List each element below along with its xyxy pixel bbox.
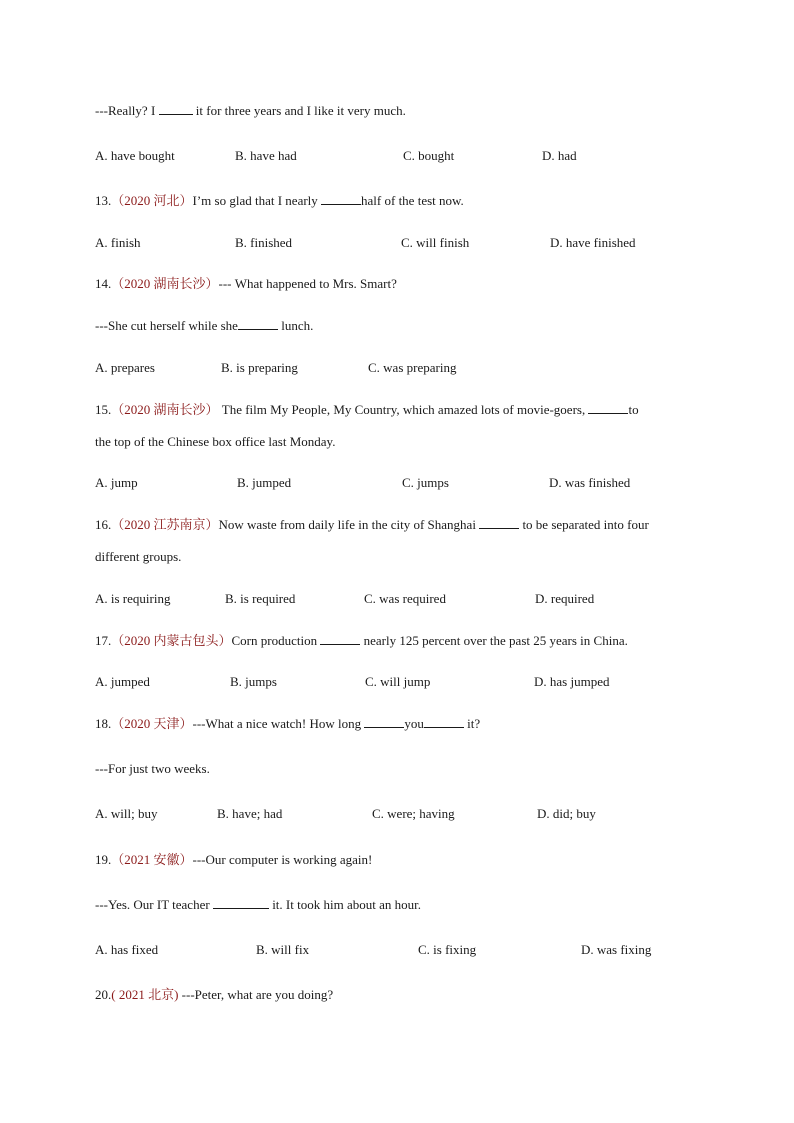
q15-option-c: C. jumps (402, 475, 449, 490)
q16-line2: different groups. (95, 549, 182, 564)
q19-option-d: D. was fixing (581, 942, 652, 957)
q19-option-a: A. has fixed (95, 942, 159, 957)
q19-text: ---Our computer is working again! (192, 852, 373, 867)
q12-dialogue-line (95, 103, 406, 119)
q16-option-b: B. is required (225, 591, 296, 606)
q14-number: 14. (95, 276, 112, 291)
q19-question (95, 852, 372, 868)
q19-source: （2021 安徽） (111, 852, 193, 867)
q19-blank (213, 897, 269, 909)
q16-option-d: D. required (535, 591, 595, 606)
q18-option-d: D. did; buy (537, 806, 596, 821)
q18-text-middle: you (404, 716, 424, 731)
q12-option-c: C. bought (403, 148, 455, 163)
q15-text-after: to (628, 402, 639, 417)
q19-number: 19. (95, 852, 112, 867)
q13-source: （2020 河北） (111, 193, 193, 208)
q17-option-b: B. jumps (230, 674, 277, 689)
q18-text-before: ---What a nice watch! How long (192, 716, 365, 731)
q16-number: 16. (95, 517, 112, 532)
q13-blank (321, 193, 361, 205)
q19-option-c: C. is fixing (418, 942, 477, 957)
q12-option-d: D. had (542, 148, 577, 163)
q18-option-b: B. have; had (217, 806, 283, 821)
q13-option-a: A. finish (95, 235, 141, 250)
q16-option-a: A. is requiring (95, 591, 171, 606)
q20-text: ---Peter, what are you doing? (178, 987, 334, 1002)
q14-blank (238, 318, 278, 330)
q17-blank (320, 633, 360, 645)
q15-text-before: The film My People, My Country, which amazed lots of movie-goers, (218, 402, 589, 417)
q17-question (95, 633, 628, 649)
q16-source: （2020 江苏南京） (111, 517, 219, 532)
q18-number: 18. (95, 716, 112, 731)
q14-source: （2020 湖南长沙） (111, 276, 219, 291)
q13-option-c: C. will finish (401, 235, 470, 250)
q15-question (95, 402, 639, 418)
q12-text-after: it for three years and I like it very much. (192, 103, 406, 118)
q15-blank (588, 402, 628, 414)
q20-question (95, 987, 333, 1003)
q15-option-d: D. was finished (549, 475, 631, 490)
q17-option-a: A. jumped (95, 674, 150, 689)
q18-line2: ---For just two weeks. (95, 761, 210, 776)
q20-source: ( 2021 北京) (111, 987, 179, 1002)
q18-blank-2 (424, 716, 464, 728)
q17-source: （2020 内蒙古包头） (111, 633, 232, 648)
q18-question (95, 716, 480, 732)
q14-text: --- What happened to Mrs. Smart? (218, 276, 397, 291)
q14-option-b: B. is preparing (221, 360, 298, 375)
q17-number: 17. (95, 633, 112, 648)
q14-text-before: ---She cut herself while she (95, 318, 238, 333)
q13-text-after: half of the test now. (361, 193, 464, 208)
q18-text-after: it? (463, 716, 481, 731)
q16-question (95, 517, 649, 533)
q17-option-c: C. will jump (365, 674, 431, 689)
q16-text-after: to be separated into four (519, 517, 649, 532)
q18-option-a: A. will; buy (95, 806, 158, 821)
q17-text-after: nearly 125 percent over the past 25 years in China. (360, 633, 628, 648)
q14-dialogue-line (95, 318, 313, 334)
q13-text-before: I’m so glad that I nearly (192, 193, 322, 208)
q14-text-after: lunch. (277, 318, 314, 333)
q15-option-b: B. jumped (237, 475, 292, 490)
q13-number: 13. (95, 193, 112, 208)
q19-option-b: B. will fix (256, 942, 310, 957)
q16-option-c: C. was required (364, 591, 446, 606)
q14-option-a: A. prepares (95, 360, 155, 375)
q18-source: （2020 天津） (111, 716, 193, 731)
q15-option-a: A. jump (95, 475, 138, 490)
q17-option-d: D. has jumped (534, 674, 610, 689)
q20-number: 20. (95, 987, 112, 1002)
q14-option-c: C. was preparing (368, 360, 457, 375)
q15-number: 15. (95, 402, 112, 417)
q13-question (95, 193, 464, 209)
q16-text-before: Now waste from daily life in the city of Shanghai (218, 517, 480, 532)
q12-option-a: A. have bought (95, 148, 175, 163)
q19-text-before: ---Yes. Our IT teacher (95, 897, 213, 912)
q13-option-b: B. finished (235, 235, 293, 250)
q13-option-d: D. have finished (550, 235, 636, 250)
q16-blank (479, 517, 519, 529)
q15-line2: the top of the Chinese box office last Monday. (95, 434, 336, 449)
q12-blank (159, 103, 193, 115)
q18-option-c: C. were; having (372, 806, 455, 821)
q12-text-before: ---Really? I (95, 103, 159, 118)
q14-question (95, 276, 397, 292)
q19-text-after: it. It took him about an hour. (268, 897, 421, 912)
q19-dialogue-line (95, 897, 421, 913)
worksheet-page (95, 0, 715, 1123)
q17-text-before: Corn production (231, 633, 321, 648)
q12-option-b: B. have had (235, 148, 297, 163)
q15-source: （2020 湖南长沙） (111, 402, 219, 417)
q18-blank-1 (364, 716, 404, 728)
